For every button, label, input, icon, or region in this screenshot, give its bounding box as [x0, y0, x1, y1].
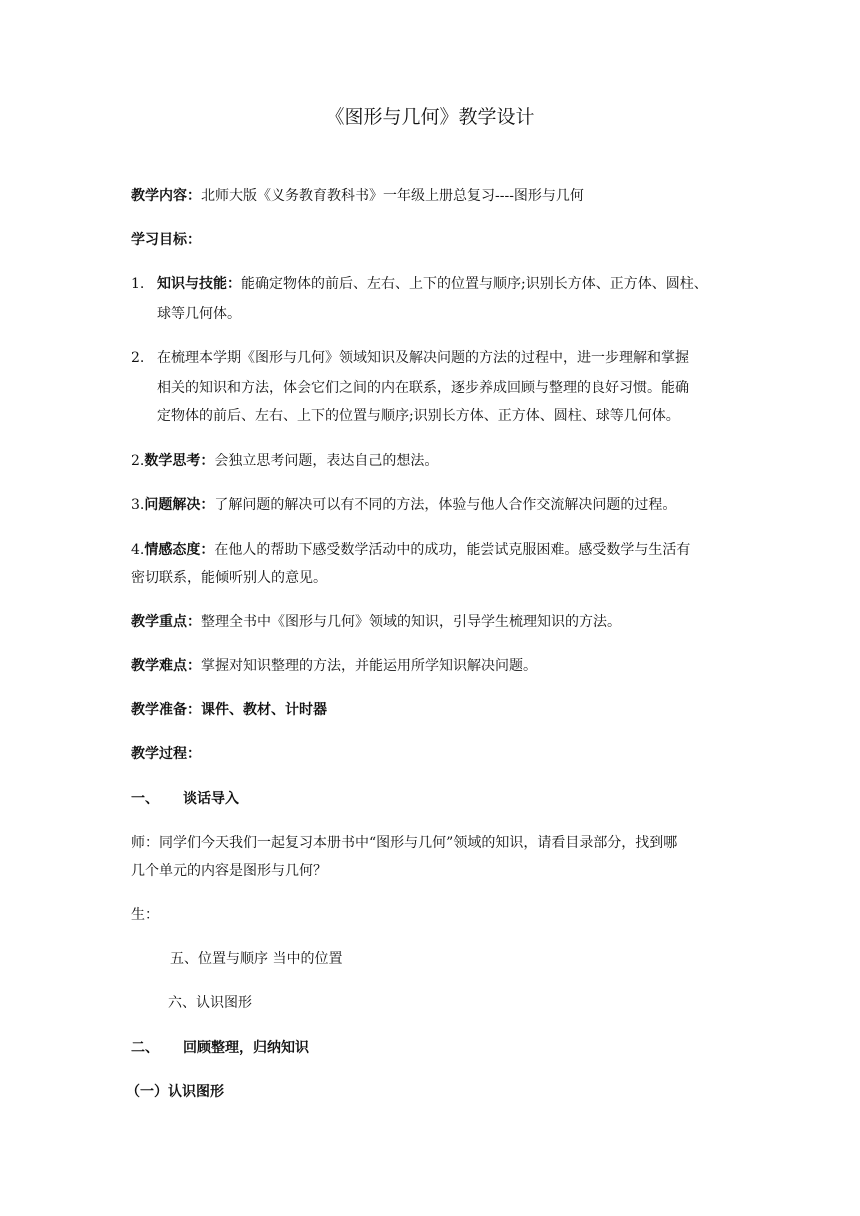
math-thinking-prefix: 2. — [131, 453, 145, 469]
goal-1-label: 知识与技能 — [157, 276, 227, 292]
preparation-label: 教学准备： — [131, 702, 201, 718]
student-label: 生： — [131, 907, 159, 923]
section-1-title: 谈话导入 — [183, 791, 239, 807]
goal-1-line-2: 球等几何体。 — [157, 306, 241, 322]
section-2-number: 二、 — [131, 1040, 159, 1056]
teaching-content — [131, 186, 731, 206]
goal-2-text-1: 在梳理本学期《图形与几何》领域知识及解决问题的方法的过程中，进一步理解和掌握 — [157, 350, 689, 366]
key-points-label: 教学重点： — [131, 614, 201, 630]
problem-solving — [131, 495, 731, 515]
key-points — [131, 612, 731, 632]
goal-2-line-3: 定物体的前后、左右、上下的位置与顺序;识别长方体、正方体、圆柱、球等几何体。 — [157, 408, 680, 424]
attitude-line-2: 密切联系，能倾听别人的意见。 — [131, 570, 327, 586]
problem-solving-label: 问题解决： — [144, 497, 215, 513]
document-title: 《图形与几何》教学设计 — [325, 106, 535, 128]
subsection-1-heading: （一）认识图形 — [126, 1084, 224, 1100]
math-thinking — [131, 451, 731, 471]
preparation — [131, 700, 731, 720]
attitude-line-1 — [131, 540, 731, 560]
teaching-content-text: 北师大版《义务教育教科书》一年级上册总复习----图形与几何 — [201, 188, 584, 204]
goal-2-line-1 — [131, 348, 731, 368]
learning-goals-heading: 学习目标： — [131, 232, 201, 248]
difficulties-text: 掌握对知识整理的方法，并能运用所学知识解决问题。 — [201, 658, 537, 674]
key-points-text: 整理全书中《图形与几何》领域的知识，引导学生梳理知识的方法。 — [201, 614, 621, 630]
process-heading: 教学过程： — [131, 746, 201, 762]
section-1-number: 一、 — [131, 791, 159, 807]
attitude-label: 情感态度： — [144, 542, 215, 558]
math-thinking-label: 数学思考： — [144, 453, 215, 469]
goal-1-colon: ： — [227, 276, 241, 292]
goal-1-line-1 — [131, 274, 731, 294]
unit-5: 五、位置与顺序 当中的位置 — [170, 951, 343, 967]
attitude-prefix: 4. — [131, 542, 145, 558]
attitude-text-1: 在他人的帮助下感受数学活动中的成功，能尝试克服困难。感受数学与生活有 — [214, 542, 691, 558]
teaching-content-label: 教学内容： — [131, 188, 201, 204]
goal-2-number: 2. — [131, 350, 145, 366]
unit-6: 六、认识图形 — [168, 995, 252, 1011]
preparation-text: 课件、教材、计时器 — [201, 702, 327, 718]
math-thinking-text: 会独立思考问题，表达自己的想法。 — [214, 453, 439, 469]
goal-2-line-2: 相关的知识和方法，体会它们之间的内在联系，逐步养成回顾与整理的良好习惯。能确 — [157, 380, 689, 396]
teacher-line-1: 师：同学们今天我们一起复习本册书中“图形与几何”领域的知识，请看目录部分，找到哪 — [131, 835, 678, 851]
section-1-heading — [131, 789, 731, 809]
goal-1-text: 能确定物体的前后、左右、上下的位置与顺序;识别长方体、正方体、圆柱、 — [241, 276, 708, 292]
difficulties — [131, 656, 731, 676]
problem-solving-text: 了解问题的解决可以有不同的方法，体验与他人合作交流解决问题的过程。 — [214, 497, 677, 513]
goal-1-number: 1. — [131, 276, 145, 292]
difficulties-label: 教学难点： — [131, 658, 201, 674]
problem-solving-prefix: 3. — [131, 497, 145, 513]
teacher-line-2: 几个单元的内容是图形与几何？ — [131, 863, 327, 879]
section-2-heading — [131, 1038, 731, 1058]
section-2-title: 回顾整理，归纳知识 — [183, 1040, 309, 1056]
